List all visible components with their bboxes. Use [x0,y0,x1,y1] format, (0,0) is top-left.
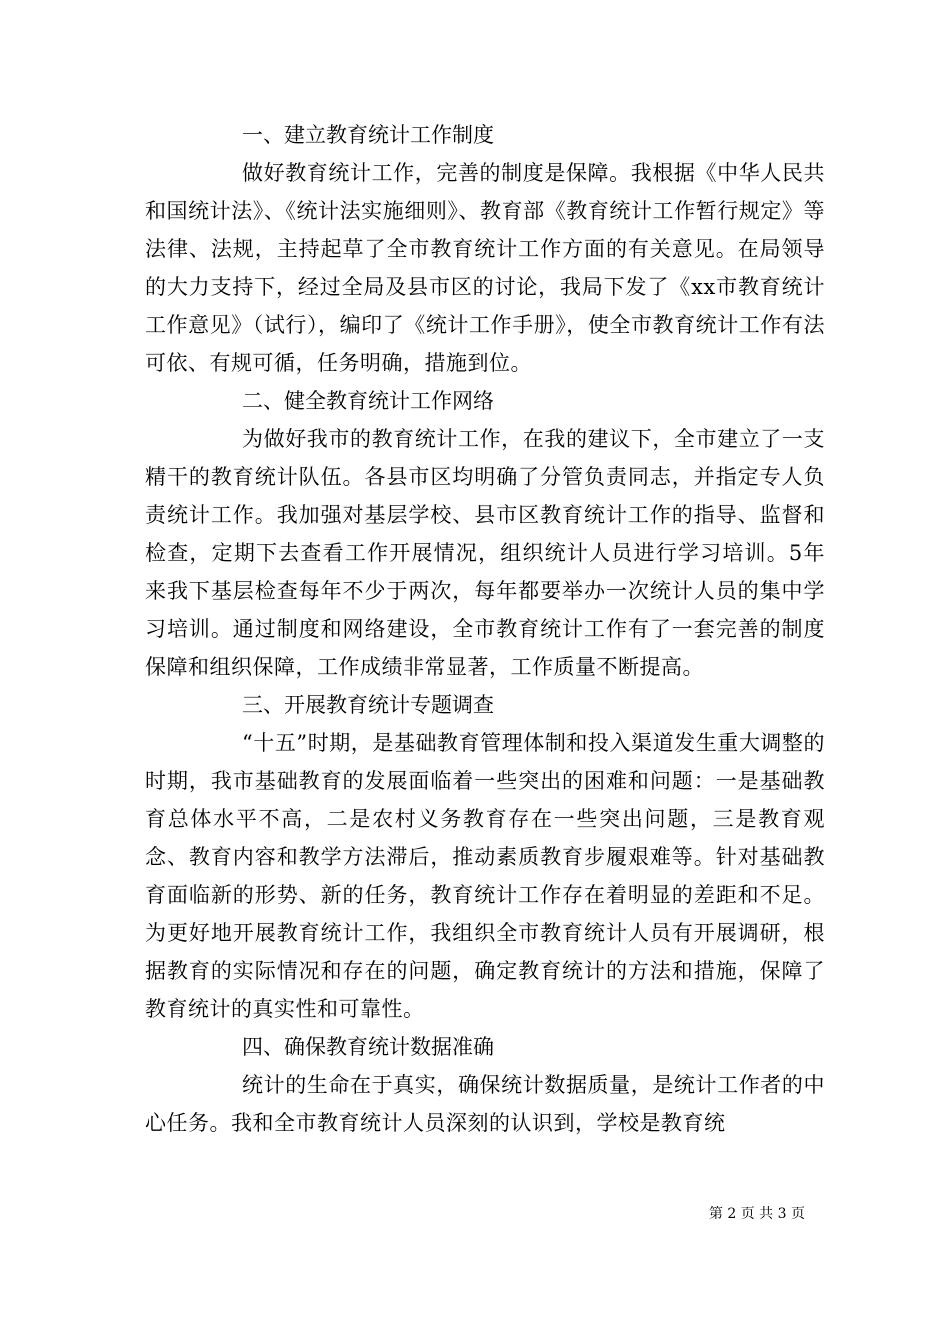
section-paragraph: 为做好我市的教育统计工作，在我的建议下，全市建立了一支精干的教育统计队伍。各县市区均明确了分管负责同志，并指定专人负责统计工作。我加强对基层学校、县市区教育统计工作的指导、监督和检查，定期下去查看工作开展情况，组织统计人员进行学习培训。5年来我下基层检查每年不少于两次，每年都要举办一次统计人员的集中学习培训。通过制度和网络建设，全市教育统计工作有了一套完善的制度保障和组织保障，工作成绩非常显著，工作质量不断提高。 [145,427,825,679]
section-heading: 三、开展教育统计专题调查 [242,693,494,717]
section-paragraph: “十五”时期，是基础教育管理体制和投入渠道发生重大调整的时期，我市基础教育的发展面临着一些突出的困难和问题：一是基础教育总体水平不高，二是农村义务教育存在一些突出问题，三是教育观念、教育内容和教学方法滞后，推动素质教育步履艰难等。针对基础教育面临新的形势、新的任务，教育统计工作存在着明显的差距和不足。为更好地开展教育统计工作，我组织全市教育统计人员有开展调研，根据教育的实际情况和存在的问题，确定教育统计的方法和措施，保障了教育统计的真实性和可靠性。 [145,731,825,1021]
section-3 [145,686,825,1028]
document-body [145,116,825,1142]
section-paragraph: 统计的生命在于真实，确保统计数据质量，是统计工作者的中心任务。我和全市教育统计人员深刻的认识到，学校是教育统 [145,1073,825,1135]
section-2 [145,382,825,686]
page-number-footer: 第 2 页 共 3 页 [708,1206,805,1222]
section-heading: 二、健全教育统计工作网络 [242,389,494,413]
section-heading: 四、确保教育统计数据准确 [242,1035,494,1059]
section-heading: 一、建立教育统计工作制度 [242,123,494,147]
section-4 [145,1028,825,1142]
section-1 [145,116,825,382]
section-paragraph: 做好教育统计工作，完善的制度是保障。我根据《中华人民共和国统计法》、《统计法实施细则》、教育部《教育统计工作暂行规定》等法律、法规，主持起草了全市教育统计工作方面的有关意见。在局领导的大力支持下，经过全局及县市区的讨论，我局下发了《xx市教育统计工作意见》（试行），编印了《统计工作手册》，使全市教育统计工作有法可依、有规可循，任务明确，措施到位。 [145,161,825,375]
